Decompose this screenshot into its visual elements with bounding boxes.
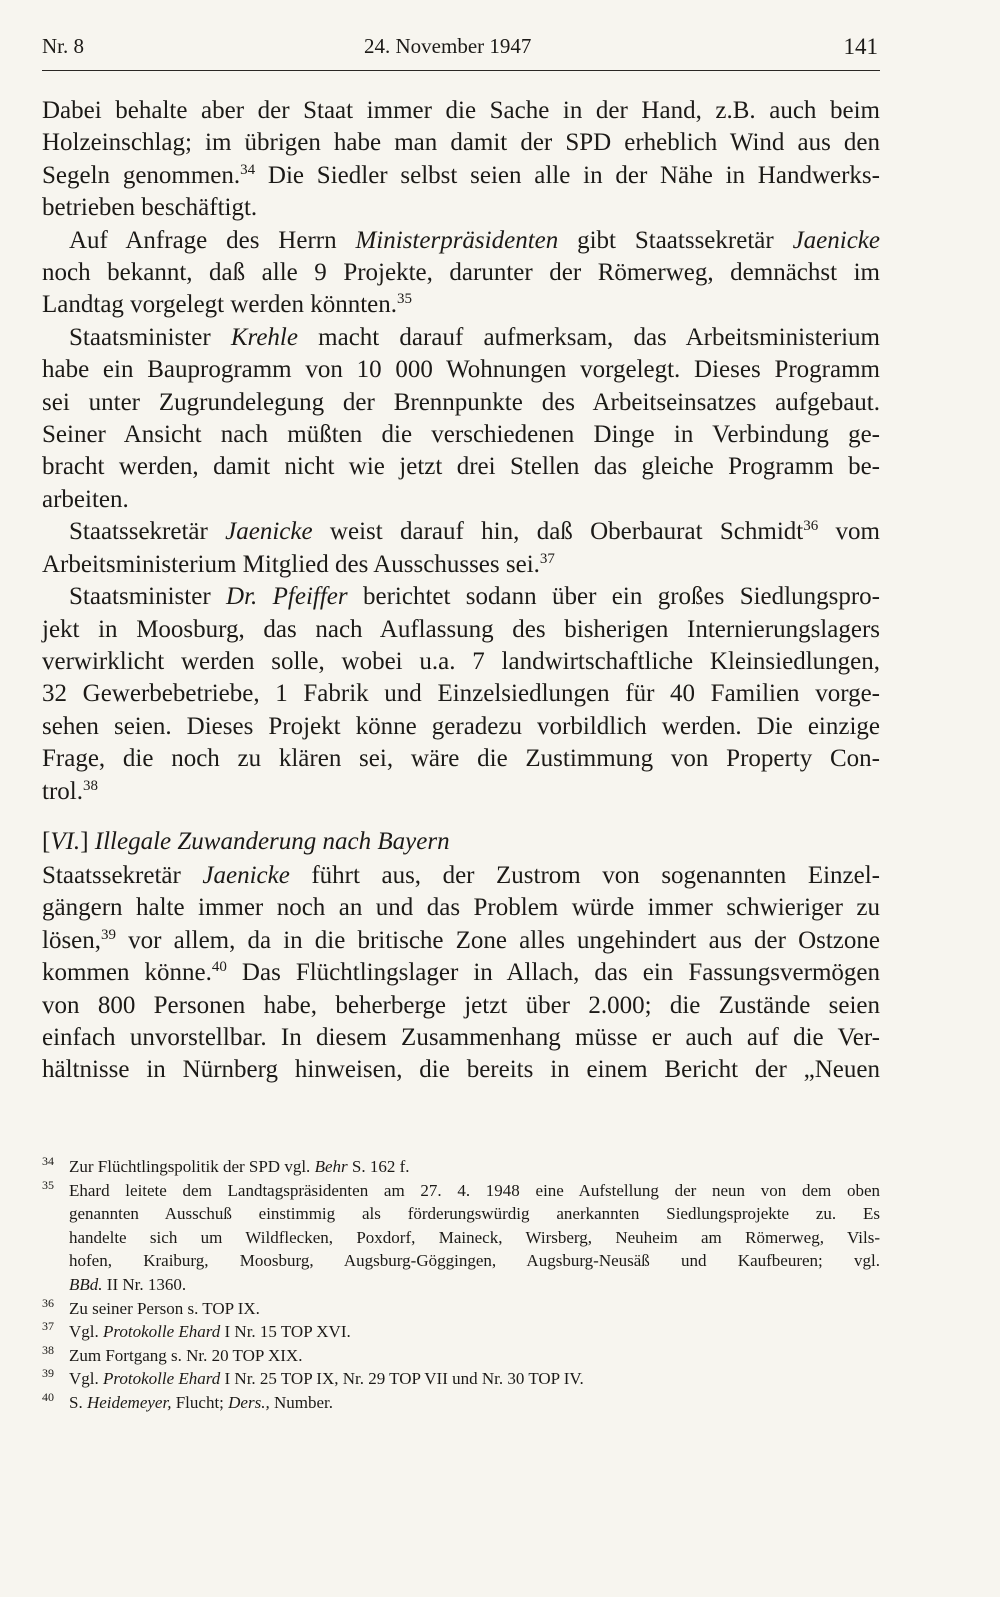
text-line: Segeln genommen.$^{34}$ Die Siedler selbst seien alle in der Nähe in Handwerks- — [42, 161, 880, 189]
section-title: Illegale Zuwanderung nach Bayern — [94, 828, 450, 855]
text-line: Staatsminister Dr. Pfeiffer berichtet sodann über ein großes Siedlungspro- — [69, 583, 880, 611]
page-number: 141 — [843, 34, 878, 59]
text-line: kommen könne.$^{40}$ Das Flüchtlingslager in Allach, das ein Fassungsvermögen — [42, 959, 880, 987]
text-line: Staatssekretär Jaenicke führt aus, der Zustrom von sogenannten Einzel- — [42, 862, 880, 889]
section-heading: [VI.] Illegale Zuwanderung nach Bayern — [42, 828, 450, 855]
text-line: einfach unvorstellbar. In diesem Zusammenhang müsse er auch auf die Ver- — [42, 1024, 880, 1052]
footnote-ref-36[interactable]: 36 — [803, 518, 819, 535]
text-line: trol.$^{38}$ — [42, 777, 98, 805]
footnote-ref-40[interactable]: 40 — [211, 959, 227, 976]
section-paragraph — [42, 860, 880, 1087]
text-line: von 800 Personen habe, beherberge jetzt über 2.000; die Zustände seien — [42, 991, 880, 1019]
footnote-ref-37[interactable]: 37 — [539, 550, 555, 567]
text-line: bracht werden, damit nicht wie jetzt drei Stellen das gleiche Programm be- — [42, 453, 880, 481]
text-line: arbeiten. — [42, 485, 129, 513]
text-line: noch bekannt, daß alle 9 Projekte, darunter der Römerweg, demnächst im — [42, 259, 880, 287]
paragraph-4 — [42, 516, 880, 581]
running-header — [42, 34, 880, 71]
footnote-39: 39 Vgl. Protokolle Ehard I Nr. 25 TOP IX, Nr. 29 TOP VII und Nr. 30 TOP IV. — [42, 1366, 584, 1389]
main-text — [42, 95, 880, 808]
paragraph-5 — [42, 581, 880, 808]
text-line: Dabei behalte aber der Staat immer die Sache in der Hand, z.B. auch beim — [42, 97, 880, 124]
text-line: Staatsminister Krehle macht darauf aufmerksam, das Arbeitsministerium — [69, 323, 880, 351]
footnote-34: 34 Zur Flüchtlingspolitik der SPD vgl. Behr S. 162 f. — [42, 1154, 410, 1176]
text-line: verwirklicht werden solle, wobei u.a. 7 landwirtschaftliche Kleinsiedlungen, — [42, 647, 880, 675]
footnotes — [42, 1155, 880, 1415]
footnote-40: 40 S. Heidemeyer, Flucht; Ders., Number. — [42, 1389, 333, 1412]
text-line: gängern halte immer noch an und das Problem würde immer schwieriger zu — [42, 894, 880, 922]
section-number: VI. — [50, 828, 81, 855]
footnote-37: 37 Vgl. Protokolle Ehard I Nr. 15 TOP XVI. — [42, 1319, 351, 1342]
footnote-38: 38 Zum Fortgang s. Nr. 20 TOP XIX. — [42, 1342, 303, 1365]
footnote-ref-35[interactable]: 35 — [396, 291, 412, 308]
text-line: habe ein Bauprogramm von 10 000 Wohnungen vorgelegt. Dieses Programm — [42, 356, 880, 384]
paragraph-2 — [42, 225, 880, 322]
text-line: Seiner Ansicht nach müßten die verschiedenen Dinge in Verbindung ge- — [42, 421, 880, 449]
footnote-35: 35 Ehard leitete dem Landtagspräsidenten am 27. 4. 1948 eine Aufstellung der neun von dem oben genannten Ausschuß einstimmig als förderungswürdig anerkannten Siedlungsprojekte zu. Es handelte sich um Wildflecken, Poxdorf, Maineck, Wirsberg, Neuheim am Römerweg, Vils- hofen, Kraiburg, Moosburg, Augsburg-Göggingen, Augsburg-Neusäß und Kaufbeuren; vgl. BBd. II Nr. 1360. — [42, 1177, 880, 1294]
text-line: sehen seien. Dieses Projekt könne geradezu vorbildlich werden. Die einzige — [42, 712, 880, 740]
text-line: Landtag vorgelegt werden könnten.$^{35}$ — [42, 291, 412, 319]
paragraph-3 — [42, 322, 880, 516]
header-date: 24. November 1947 — [364, 34, 532, 58]
issue-number: Nr. 8 — [42, 34, 84, 58]
footnote-ref-38[interactable]: 38 — [82, 777, 98, 794]
text-line: hältnisse in Nürnberg hinweisen, die bereits in einem Bericht der „Neuen — [42, 1056, 880, 1084]
footnote-36: 36 Zu seiner Person s. TOP IX. — [42, 1295, 260, 1318]
text-line: Auf Anfrage des Herrn Ministerpräsidenten gibt Staatssekretär Jaenicke — [69, 226, 880, 254]
text-line: Frage, die noch zu klären sei, wäre die Zustimmung von Property Con- — [42, 745, 880, 773]
text-line: Arbeitsministerium Mitglied des Ausschusses sei.$^{37}$ — [42, 550, 555, 578]
text-line: Holzeinschlag; im übrigen habe man damit der SPD erheblich Wind aus den — [42, 129, 880, 157]
text-line: sei unter Zugrundelegung der Brennpunkte des Arbeitseinsatzes aufgebaut. — [42, 388, 880, 416]
footnote-ref-39[interactable]: 39 — [101, 926, 117, 943]
footnote-ref-34[interactable]: 34 — [240, 161, 256, 178]
text-line: Staatssekretär Jaenicke weist darauf hin, daß Oberbaurat Schmidt$^{36}$ vom — [69, 518, 880, 546]
text-line: lösen,$^{39}$ vor allem, da in die britische Zone alles ungehindert aus der Ostzone — [42, 926, 880, 954]
text-line: 32 Gewerbebetriebe, 1 Fabrik und Einzelsiedlungen für 40 Familien vorge- — [42, 680, 880, 708]
paragraph-1 — [42, 95, 880, 225]
text-line: jekt in Moosburg, das nach Auflassung des bisherigen Internierungslagers — [42, 615, 880, 643]
text-line: betrieben beschäftigt. — [42, 194, 258, 222]
